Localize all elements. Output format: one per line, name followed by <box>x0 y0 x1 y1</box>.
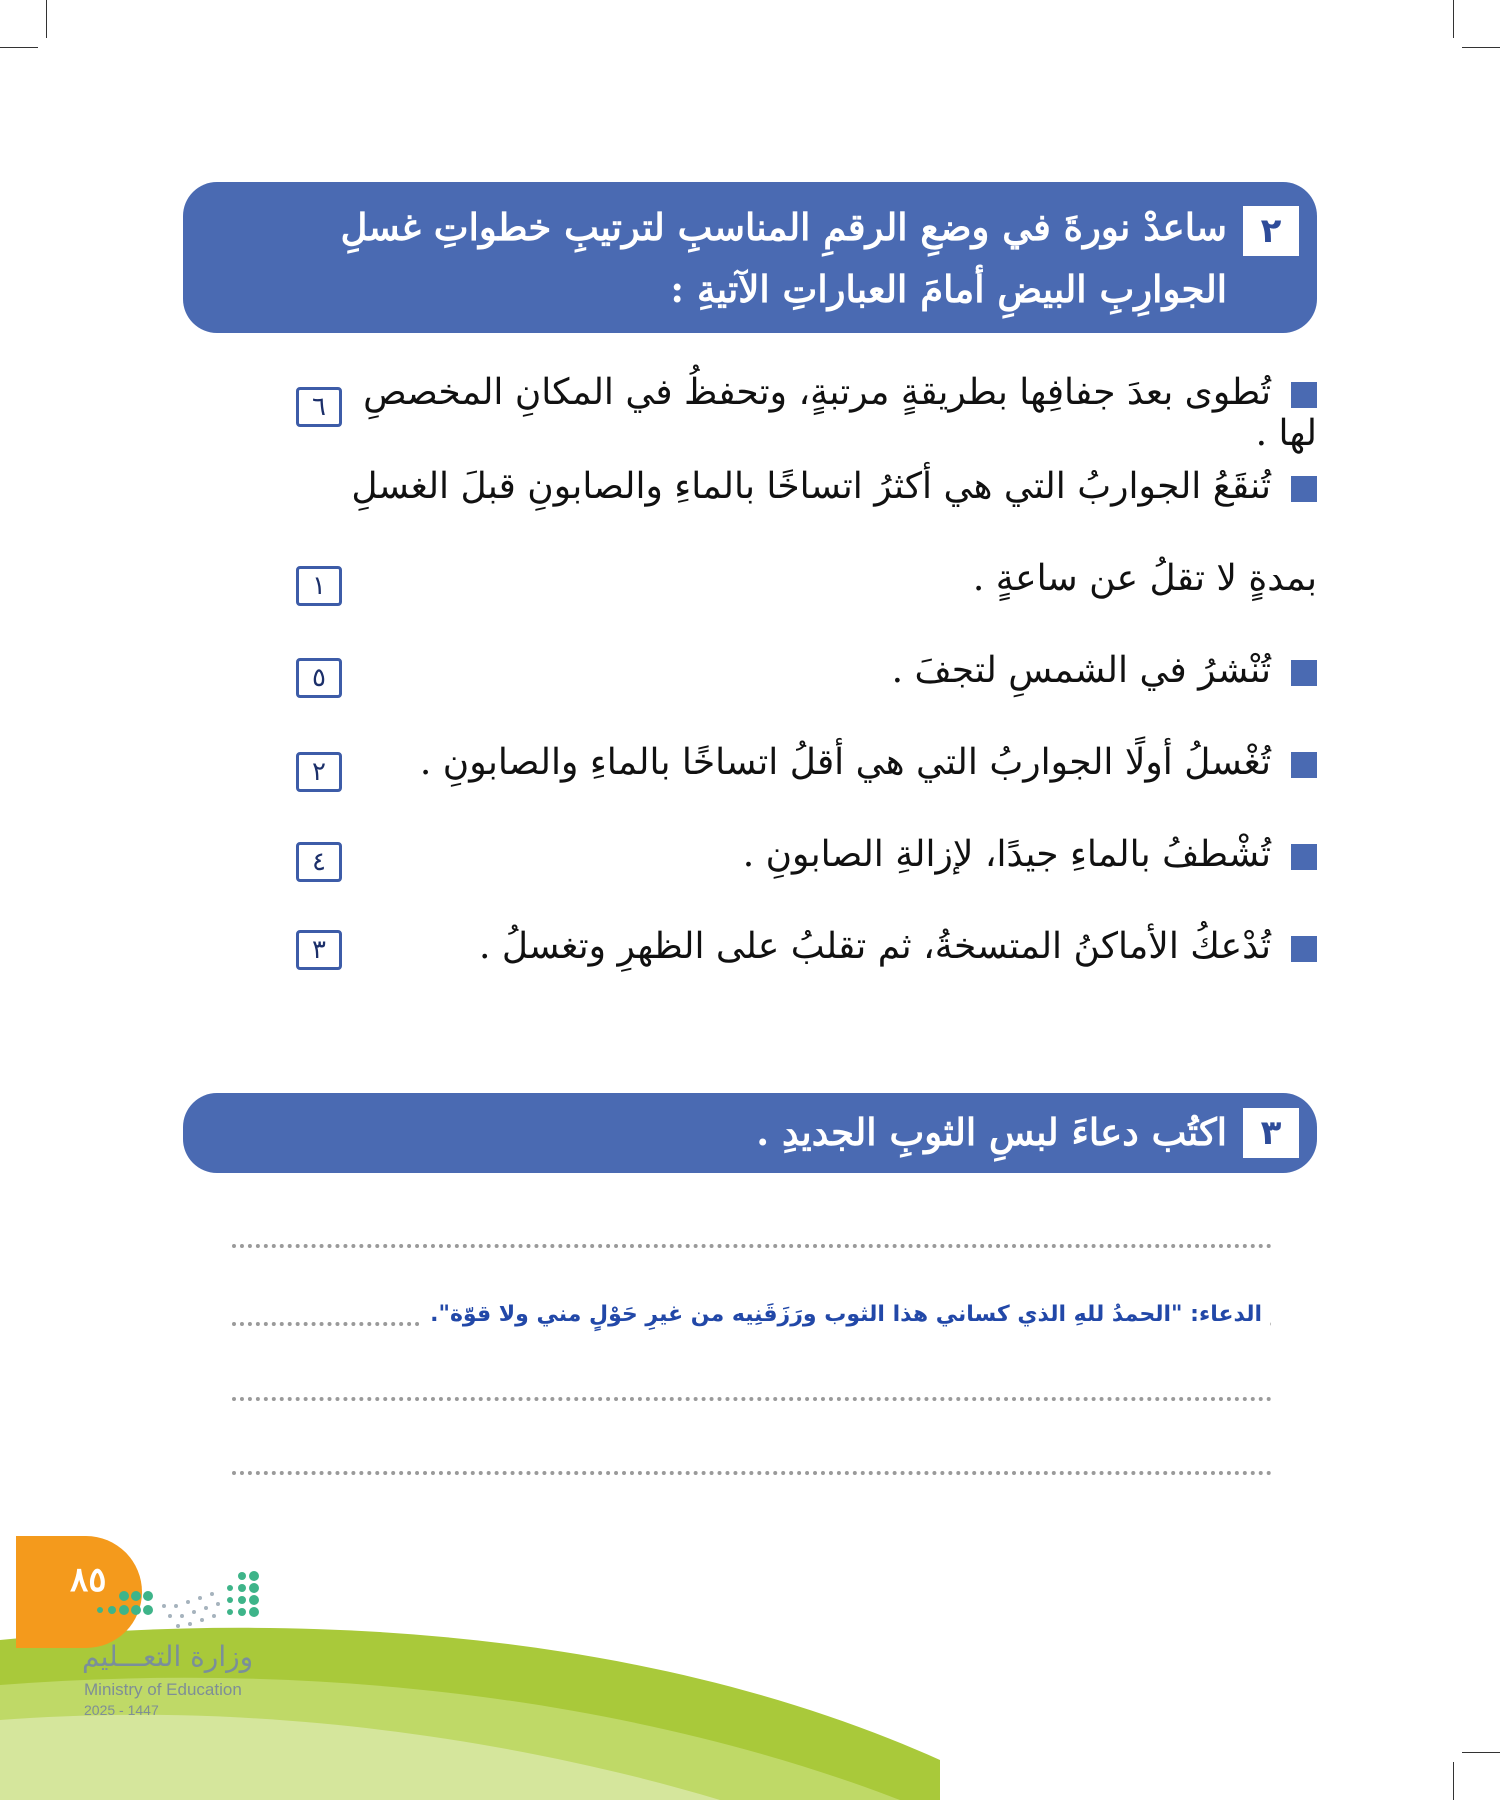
handwritten-answer: الدعاء: "الحمدُ للهِ الذي كساني هذا الثوب ورَزَقَنِيه من غيرِ حَوْلٍ مني ولا قوّة". <box>422 1302 1270 1327</box>
item-text: تُنقَعُ الجواربُ التي هي أكثرُ اتساخًا بالماءِ والصابونِ قبلَ الغسلِ <box>351 466 1271 507</box>
crop-mark <box>1462 47 1500 48</box>
square-bullet-icon <box>1291 660 1317 686</box>
question-3-header <box>183 1093 1317 1173</box>
answer-box[interactable]: ١ <box>296 566 342 606</box>
list-item <box>317 834 1317 875</box>
writing-line[interactable] <box>232 1397 1272 1401</box>
crop-mark <box>0 47 38 48</box>
question-3-title: اكتُب دعاءَ لبسِ الثوبِ الجديدِ . <box>756 1110 1227 1154</box>
list-item <box>317 372 1317 454</box>
answer-box[interactable]: ٥ <box>296 658 342 698</box>
list-item <box>317 926 1317 967</box>
question-2-header <box>183 182 1317 333</box>
item-text: تُدْعكُ الأماكنُ المتسخةُ، ثم تقلبُ على الظهرِ وتغسلُ . <box>479 926 1271 967</box>
item-text: تُشْطفُ بالماءِ جيدًا، لإزالةِ الصابونِ . <box>742 834 1271 875</box>
page-number: ٨٥ <box>70 1560 107 1600</box>
question-2-title: ساعدْ نورةَ في وضعِ الرقمِ المناسبِ لترتيبِ خطواتِ غسلِ الجوارِبِ البيضِ أمامَ العباراتِ الآتيةِ : <box>340 205 1227 311</box>
square-bullet-icon <box>1291 752 1317 778</box>
item-text: تُطوى بعدَ جفافِها بطريقةٍ مرتبةٍ، وتحفظُ في المكانِ المخصصِ لها . <box>363 372 1317 454</box>
ministry-name-ar: وزارة التعـــليم <box>82 1640 254 1673</box>
crop-mark <box>1453 0 1454 38</box>
answer-box[interactable]: ٢ <box>296 752 342 792</box>
answer-box[interactable]: ٤ <box>296 842 342 882</box>
square-bullet-icon <box>1291 382 1317 408</box>
ministry-name-en: Ministry of Education <box>84 1680 242 1699</box>
list-item <box>317 466 1317 507</box>
answer-box[interactable]: ٣ <box>296 930 342 970</box>
square-bullet-icon <box>1291 844 1317 870</box>
edition-year: 2025 - 1447 <box>84 1702 159 1718</box>
square-bullet-icon <box>1291 476 1317 502</box>
item-text: تُنْشرُ في الشمسِ لتجفَ . <box>891 650 1271 691</box>
question-2-number: ٢ <box>1243 206 1299 256</box>
list-item <box>317 650 1317 691</box>
item-text: بمدةٍ لا تقلُ عن ساعةٍ . <box>972 558 1317 599</box>
item-text: تُغْسلُ أولًا الجواربُ التي هي أقلُ اتساخًا بالماءِ والصابونِ . <box>419 742 1271 783</box>
writing-line[interactable] <box>232 1471 1272 1475</box>
list-item <box>317 742 1317 783</box>
question-3-number: ٣ <box>1243 1108 1299 1158</box>
square-bullet-icon <box>1291 936 1317 962</box>
answer-box[interactable]: ٦ <box>296 387 342 427</box>
crop-mark <box>46 0 47 38</box>
writing-line[interactable] <box>232 1244 1272 1248</box>
ministry-logo-icon <box>84 1566 274 1636</box>
list-item-continuation <box>317 558 1317 599</box>
